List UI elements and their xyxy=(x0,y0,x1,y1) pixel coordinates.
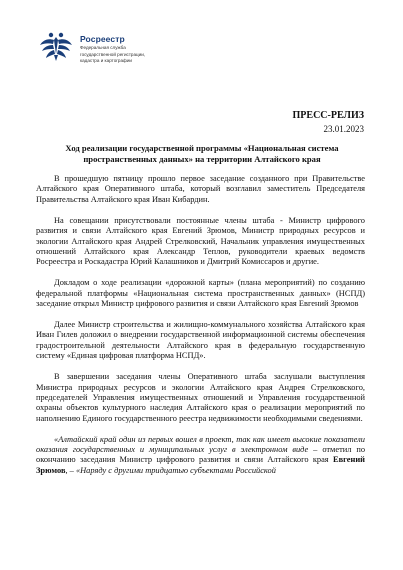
rosreestr-logo xyxy=(38,28,258,68)
title-line-1: Ход реализации государственной программы «Национальная система xyxy=(65,143,339,153)
quote-italic: «Алтайский край один из первых вошел в проект, так как имеет высокие показатели оказания государственных и муниципальных услуг в электронном виде – xyxy=(36,434,365,455)
quote-speaker: Евгений Зрюмов xyxy=(36,455,365,475)
logo-text xyxy=(80,34,145,64)
eagle-emblem-icon xyxy=(38,28,74,64)
brand-subtitle-1: Федеральная служба xyxy=(80,45,126,50)
paragraph-2: На совещании присутствовали постоянные члены штаба - Министр цифрового развития и связи Алтайского края Евгений Зрюмов, Министр природных ресурсов и экологии Алтайского края Андрей Стрелковский, Начальник управления имущественных отношений Алтайского края Александр Теплов, руководители краевых ведомств Росреестра и Роскадастра Юрий Калашников и Дмитрий Комиссаров и другие. xyxy=(36,215,365,267)
quote-paragraph xyxy=(36,435,365,477)
release-date: 23.01.2023 xyxy=(323,124,364,134)
brand-name: Росреестр xyxy=(80,34,125,44)
document-body xyxy=(36,174,365,487)
quote-tail-italic: «Наряду с другими тридцатью субъектами Российской xyxy=(75,465,276,475)
brand-subtitle-3: кадастра и картографии xyxy=(80,58,132,64)
paragraph-1: В прошедшую пятницу прошло первое заседание созданного при Правительстве Алтайского края Оперативного штаба, который возглавил заместитель Председателя Правительства Алтайского края Иван Кибардин. xyxy=(36,174,365,204)
quote-tail-plain: , – xyxy=(65,465,76,475)
quote-plain: отметил по окончанию заседания Министр цифрового развития и связи Алтайского края xyxy=(36,445,366,465)
paragraph-5: В завершении заседания члены Оперативного штаба заслушали выступления Министра природных ресурсов и экологии Алтайского края Андрея Стрелковского, председателей Управления имущественных отношений и Управления государственной охраны объектов культурного наследия Алтайского края о реализации мероприятий по наполнению Единого государственного реестра недвижимости необходимыми сведениями. xyxy=(36,372,365,423)
paragraph-3: Докладом о ходе реализации «дорожной карты» (плана мероприятий) по созданию федеральной платформы «Национальная система пространственных данных» (НСПД) заседание открыл Министр цифрового развития и связи Алтайского края Евгений Зрюмов xyxy=(36,278,365,309)
press-release-label: ПРЕСС-РЕЛИЗ xyxy=(292,110,364,121)
title-line-2: пространственных данных» на территории Алтайского края xyxy=(83,153,321,164)
brand-subtitle-2: государственной регистрации, xyxy=(80,51,146,57)
paragraph-4: Далее Министр строительства и жилищно-коммунального хозяйства Алтайского края Иван Гилев доложил о внедрении государственной информационной системы обеспечения градостроительной деятельности Алтайского края в федеральную государственную систему «Единая цифровая платформа НСПД». xyxy=(36,319,365,361)
document-title xyxy=(42,143,362,165)
